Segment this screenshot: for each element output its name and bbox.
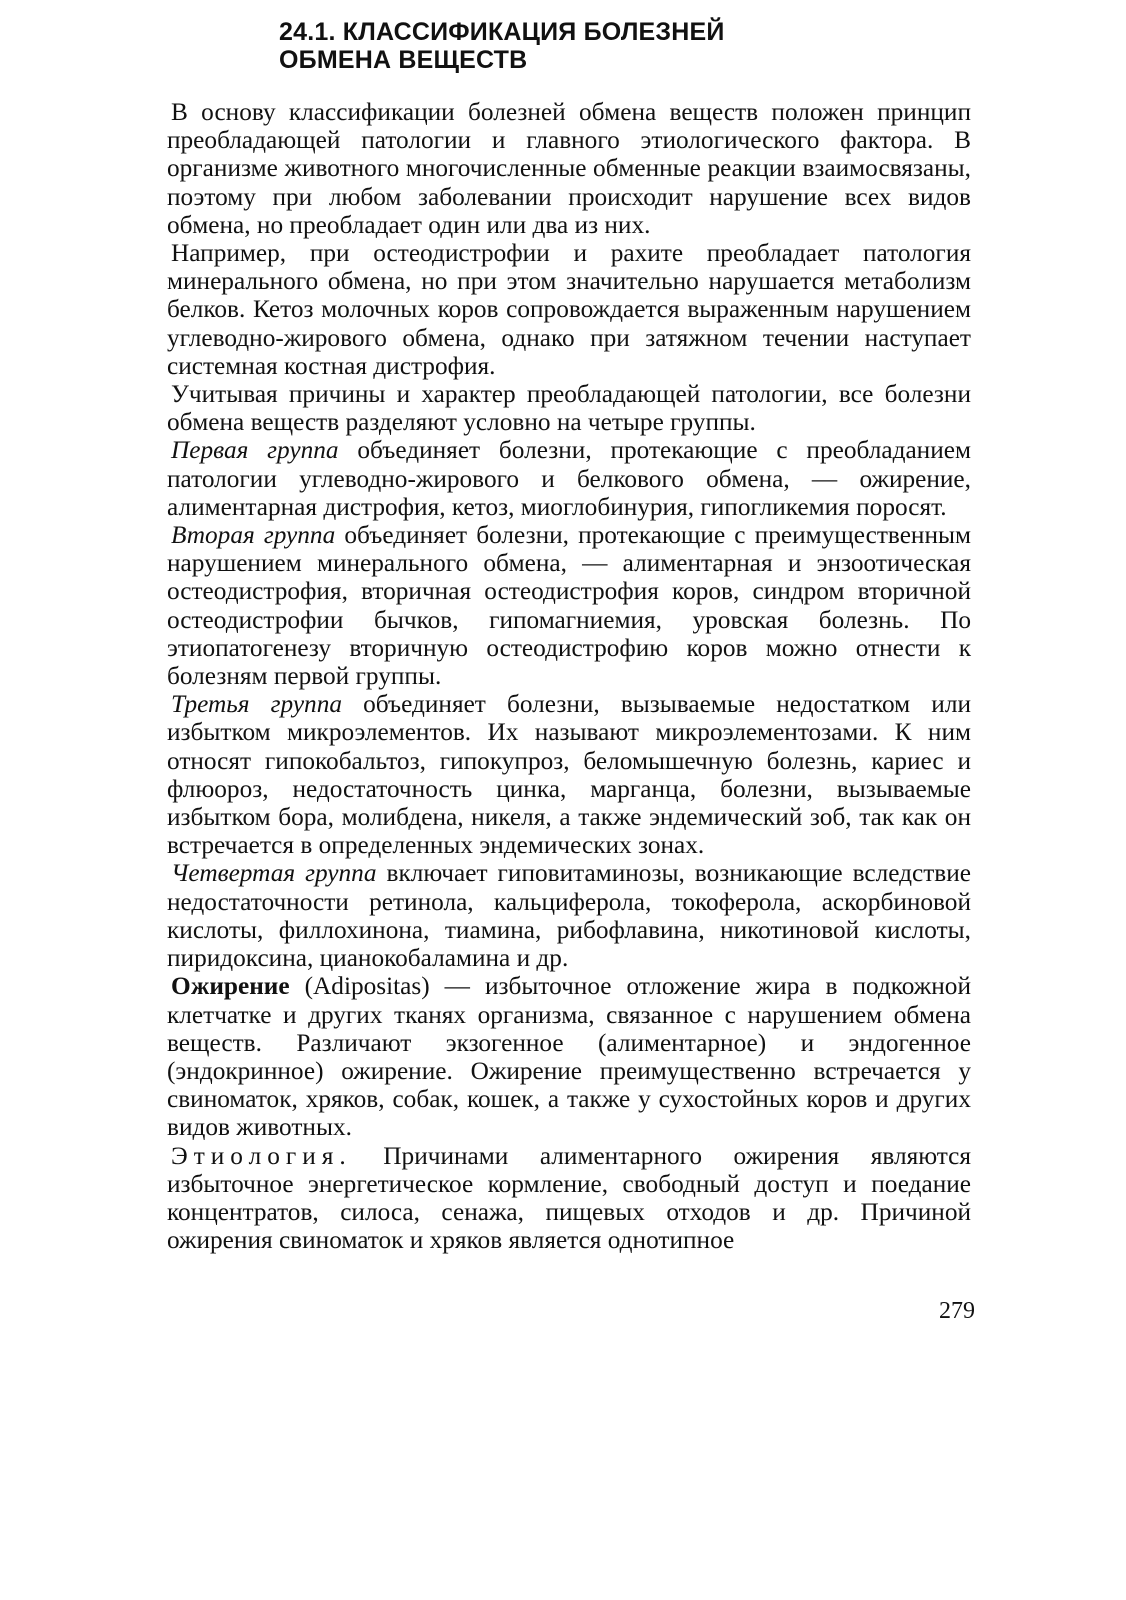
body-text <box>167 98 971 1254</box>
paragraph-group-4 <box>167 859 971 972</box>
obesity-text: (Adipositas) — избыточное отложение жира в подкожной клетчатке и других тканях организма, связанное с нарушением обмена веществ. Различают экзогенное (алиментарное) и эндогенное (эндокринное) ожирение. Ожирение преимущественно встречается у свиноматок, хряков, собак, кошек, а также у сухостойных коров и других видов животных. <box>167 972 971 1142</box>
group-2-label: Вторая группа <box>171 521 336 550</box>
page-number: 279 <box>939 1298 975 1324</box>
paragraph-example: Например, при остеодистрофии и рахите преобладает патология минерального обмена, но при этом значительно нарушается метаболизм белков. Кетоз молочных коров сопровождается выраженным нарушением углеводно-жирового обмена, однако при затяжном течении наступает системная костная дистрофия. <box>167 239 971 380</box>
etiology-text: Причинами алиментарного ожирения являются избыточное энергетическое кормление, свободный доступ и поедание концентратов, силоса, сенажа, пищевых отходов и др. Причиной ожирения свиноматок и хряков является однотипное <box>167 1141 971 1255</box>
paragraph-etiology <box>167 1142 971 1255</box>
section-heading-line-2: ОБМЕНА ВЕЩЕСТВ <box>279 46 528 74</box>
group-4-label: Четвертая группа <box>171 859 377 888</box>
group-3-label: Третья группа <box>171 690 343 719</box>
paragraph-group-1 <box>167 436 971 521</box>
group-1-label: Первая группа <box>171 436 339 465</box>
paragraph-group-3 <box>167 690 971 859</box>
etiology-label: Этиология. <box>171 1141 352 1170</box>
paragraph-group-2 <box>167 521 971 690</box>
paragraph-intro: В основу классификации болезней обмена веществ положен принцип преобладающей патологии и главного этиологического фактора. В организме животного многочисленные обменные реакции взаимосвязаны, поэтому при любом заболевании происходит нарушение всех видов обмена, но преобладает один или два из них. <box>167 98 971 239</box>
section-heading <box>279 18 979 74</box>
group-2-text: объединяет болезни, протекающие с преимущественным нарушением минерального обмена, — алиментарная и энзоотическая остеодистрофия, вторичная остеодистрофия коров, синдром вторичной остеодистрофии бычков, гипомагниемия, уровская болезнь. По этиопатогенезу вторичную остеодистрофию коров можно отнести к болезням первой группы. <box>167 521 971 691</box>
group-1-text: объединяет болезни, протекающие с преобладанием патологии углеводно-жирового и белкового обмена, — ожирение, алиментарная дистрофия, кетоз, миоглобинурия, гипогликемия поросят. <box>167 436 971 521</box>
group-3-text: объединяет болезни, вызываемые недостатком или избытком микроэлементов. Их называют микроэлементозами. К ним относят гипокобальтоз, гипокупроз, беломышечную болезнь, кариес и флюороз, недостаточность цинка, марганца, болезни, вызываемые избытком бора, молибдена, никеля, а также эндемический зоб, так как он встречается в определенных эндемических зонах. <box>167 690 971 860</box>
section-heading-line-1: 24.1. КЛАССИФИКАЦИЯ БОЛЕЗНЕЙ <box>279 18 725 46</box>
group-4-text: включает гиповитаминозы, возникающие вследствие недостаточности ретинола, кальциферола, токоферола, аскорбиновой кислоты, филлохинона, тиамина, рибофлавина, никотиновой кислоты, пиридоксина, цианокобаламина и др. <box>167 859 971 973</box>
paragraph-groups: Учитывая причины и характер преобладающей патологии, все болезни обмена веществ разделяют условно на четыре группы. <box>167 380 971 437</box>
obesity-term: Ожирение <box>171 972 290 1001</box>
paragraph-obesity <box>167 972 971 1141</box>
